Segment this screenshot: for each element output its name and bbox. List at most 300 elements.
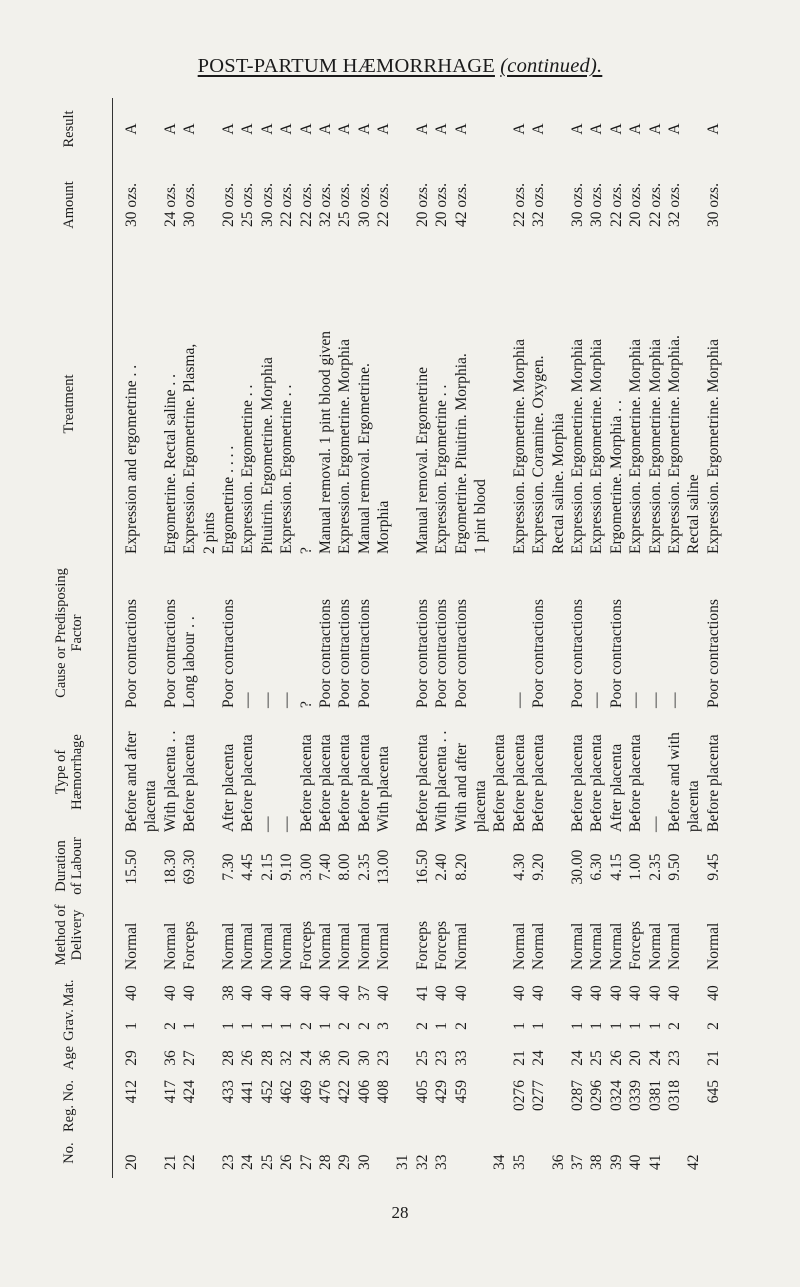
table-cell: 20	[627, 1050, 645, 1066]
table-cell: With placenta . .	[433, 730, 451, 832]
table-cell: 40	[530, 985, 548, 1001]
table-cell	[200, 1080, 219, 1132]
table-cell: 24	[568, 1050, 586, 1066]
table-cell: Rectal saline. Morphia	[549, 413, 567, 554]
table-cell: 0381	[646, 1080, 664, 1111]
table-cell: —	[588, 692, 606, 708]
table-cell: Before placenta	[510, 734, 528, 832]
table-cell: 20 ozs.	[413, 183, 431, 227]
table-cell	[684, 1012, 703, 1040]
table-cell: —	[627, 692, 645, 708]
column-treatment	[122, 254, 723, 554]
table-cell: —	[278, 816, 296, 832]
table-cell: Expression. Ergometrine. Morphia	[704, 339, 722, 554]
table-cell	[490, 976, 509, 1010]
table-cell: 27	[181, 1050, 199, 1066]
table-cell: placenta	[472, 780, 490, 832]
table-cell: 33	[433, 1154, 451, 1170]
table-cell: 0318	[665, 1080, 683, 1111]
table-cell: Poor contractions	[316, 599, 334, 708]
table-cell: Morphia	[375, 500, 393, 554]
table-cell: Manual removal. 1 pint blood given	[316, 331, 334, 554]
table-cell	[393, 254, 412, 554]
table-cell: 30 ozs.	[123, 183, 140, 227]
table-cell: 1	[239, 1022, 257, 1030]
table-cell: 40	[161, 985, 179, 1001]
table-cell: Before placenta	[627, 734, 645, 832]
table-cell	[141, 1042, 160, 1074]
table-cell	[200, 900, 219, 970]
table-cell: 26	[278, 1154, 296, 1170]
table-cell: Expression. Ergometrine . .	[433, 384, 451, 554]
table-cell: 16.50	[413, 849, 431, 885]
table-cell: 30 ozs.	[704, 183, 722, 227]
table-cell: Normal	[704, 922, 722, 970]
table-cell: 36	[549, 1154, 567, 1170]
header-rule	[112, 98, 113, 1178]
table-cell: Forceps	[433, 920, 451, 970]
table-cell	[471, 558, 490, 708]
table-cell: Long labour . .	[181, 616, 199, 708]
table-cell: 417	[161, 1080, 179, 1104]
table-cell: Expression. Ergometrine . .	[278, 384, 296, 554]
table-cell: 476	[316, 1080, 334, 1104]
table-cell: 21	[510, 1050, 528, 1066]
table-cell	[374, 558, 393, 708]
table-cell: placenta	[142, 780, 160, 832]
table-cell: 40	[239, 985, 257, 1001]
table-cell: 2	[704, 1022, 722, 1030]
table-cell: 1	[588, 1022, 606, 1030]
table-cell: 28	[219, 1050, 237, 1066]
table-cell: 30 ozs.	[568, 183, 586, 227]
table-cell: 22 ozs.	[297, 183, 315, 227]
table-cell: 15.50	[123, 849, 140, 885]
table-cell: 22 ozs.	[278, 183, 296, 227]
table-cell: Normal	[510, 922, 528, 970]
table-cell	[393, 104, 412, 154]
table-cell: Poor contractions	[161, 599, 179, 708]
table-cell	[684, 558, 703, 708]
table-cell: 41	[413, 985, 431, 1001]
table-cell	[374, 1136, 393, 1170]
table-cell: Expression. Coramine. Oxygen.	[530, 355, 548, 554]
table-cell: Expression. Ergometrine. Morphia.	[665, 335, 683, 554]
table-cell: 1	[219, 1022, 237, 1030]
table-cell	[549, 558, 568, 708]
table-cell: 40	[297, 985, 315, 1001]
table-cell: Poor contractions	[355, 599, 373, 708]
table-cell: Forceps	[413, 920, 431, 970]
table-cell	[471, 976, 490, 1010]
table-cell: Normal	[530, 922, 548, 970]
table-cell: 9.45	[704, 853, 722, 881]
table-cell	[393, 836, 412, 898]
title-continued: (continued).	[500, 55, 603, 77]
column-result	[122, 104, 723, 154]
table-cell	[471, 900, 490, 970]
table-cell: 22 ozs.	[510, 183, 528, 227]
table-cell	[684, 104, 703, 154]
table-cell: 28	[258, 1050, 276, 1066]
table-cell	[200, 1136, 219, 1170]
table-cell: Expression. Ergometrine. Morphia	[568, 339, 586, 554]
table-cell: 28	[316, 1154, 334, 1170]
table-cell: Manual removal. Ergometrine.	[355, 363, 373, 554]
table-cell: Ergometrine. Rectal saline . .	[161, 373, 179, 554]
table-cell: Poor contractions	[219, 599, 237, 708]
table-cell: 40	[588, 985, 606, 1001]
table-cell: Manual removal. Ergometrine	[413, 367, 431, 554]
column-type	[122, 712, 723, 832]
table-cell: 37	[355, 985, 373, 1001]
table-cell	[549, 1080, 568, 1132]
table-cell: ?	[297, 701, 315, 708]
table-cell: Poor contractions	[607, 599, 625, 708]
table-cell: 2.35	[646, 853, 664, 881]
table-cell: 645	[704, 1080, 722, 1104]
table-cell: 22	[181, 1154, 199, 1170]
table-cell	[141, 1136, 160, 1170]
table-cell: Poor contractions	[433, 599, 451, 708]
table-cell	[490, 836, 509, 898]
table-cell: A	[355, 123, 373, 135]
haemorrhage-table	[30, 98, 750, 1178]
table-cell: 33	[452, 1050, 470, 1066]
table-cell	[490, 900, 509, 970]
page-title	[0, 54, 800, 78]
table-cell: Before and with	[665, 732, 683, 832]
table-cell	[200, 158, 219, 252]
table-cell: 433	[219, 1080, 237, 1104]
table-cell	[471, 1136, 490, 1170]
table-cell: 40	[704, 985, 722, 1001]
table-cell: Expression. Ergometrine. Morphia	[510, 339, 528, 554]
table-cell: 1	[530, 1022, 548, 1030]
table-cell: 2	[355, 1022, 373, 1030]
table-cell: 22 ozs.	[646, 183, 664, 227]
table-cell: A	[316, 123, 334, 135]
table-cell: 2	[297, 1022, 315, 1030]
table-cell	[141, 1080, 160, 1132]
table-cell: 23	[219, 1154, 237, 1170]
table-cell: Forceps	[627, 920, 645, 970]
table-cell: 40	[627, 985, 645, 1001]
table-cell: Rectal saline	[685, 474, 703, 554]
table-cell: A	[530, 123, 548, 135]
table-cell	[200, 712, 219, 832]
table-cell: 2.15	[258, 853, 276, 881]
table-cell: Forceps	[297, 920, 315, 970]
table-cell: 25	[588, 1050, 606, 1066]
table-cell: 4.45	[239, 853, 257, 881]
table-cell: 462	[278, 1080, 296, 1104]
table-cell: Before placenta	[530, 734, 548, 832]
table-cell: Normal	[607, 922, 625, 970]
table-cell	[471, 1080, 490, 1132]
table-cell: Poor contractions	[123, 599, 140, 708]
table-cell: 8.00	[336, 853, 354, 881]
table-cell: Poor contractions	[452, 599, 470, 708]
table-cell: A	[161, 123, 179, 135]
header-mat: Mat.	[61, 979, 77, 1007]
table-cell: 20	[336, 1050, 354, 1066]
table-cell: 30.00	[568, 849, 586, 885]
table-cell	[490, 558, 509, 708]
table-cell: 37	[568, 1154, 586, 1170]
table-cell: —	[665, 692, 683, 708]
table-cell	[549, 900, 568, 970]
table-cell	[141, 104, 160, 154]
table-cell	[471, 836, 490, 898]
table-cell	[200, 1012, 219, 1040]
table-cell: 2	[413, 1022, 431, 1030]
table-cell: 0277	[530, 1080, 548, 1111]
table-cell: 30	[355, 1154, 373, 1170]
table-cell: 32	[413, 1154, 431, 1170]
table-cell	[490, 104, 509, 154]
table-cell: Before placenta	[588, 734, 606, 832]
table-cell: 20	[123, 1154, 140, 1170]
header-method: Method of Delivery	[53, 904, 85, 966]
table-cell	[393, 1012, 412, 1040]
table-cell: A	[510, 123, 528, 135]
table-cell: Normal	[588, 922, 606, 970]
table-cell	[141, 900, 160, 970]
table-cell	[684, 1080, 703, 1132]
table-cell: A	[588, 123, 606, 135]
table-cell: A	[413, 123, 431, 135]
table-cell	[549, 1042, 568, 1074]
table-cell: Before placenta	[704, 734, 722, 832]
table-cell: 40	[316, 985, 334, 1001]
table-cell: 23	[375, 1050, 393, 1066]
table-cell: Ergometrine. Morphia . .	[607, 400, 625, 554]
table-cell: 20 ozs.	[433, 183, 451, 227]
table-cell: A	[278, 123, 296, 135]
table-cell: —	[258, 692, 276, 708]
table-cell: 2	[161, 1022, 179, 1030]
table-cell: 1	[627, 1022, 645, 1030]
table-cell	[549, 712, 568, 832]
table-cell: 39	[607, 1154, 625, 1170]
table-cell: With placenta	[375, 746, 393, 832]
table-cell: 25 ozs.	[336, 183, 354, 227]
table-cell: 21	[704, 1050, 722, 1066]
header-result: Result	[61, 110, 77, 148]
table-cell: Before placenta	[316, 734, 334, 832]
table-cell: 23	[665, 1050, 683, 1066]
table-cell: 24 ozs.	[161, 183, 179, 227]
table-cell: 9.50	[665, 853, 683, 881]
table-cell: 30 ozs.	[588, 183, 606, 227]
table-cell: A	[181, 123, 199, 135]
table-cell: A	[123, 123, 140, 135]
table-cell: 8.20	[452, 853, 470, 881]
table-cell: ?	[297, 547, 315, 554]
table-cell: Ergometrine. Pituitrin. Morphia.	[452, 353, 470, 554]
table-cell: Before placenta	[181, 734, 199, 832]
table-cell: A	[239, 123, 257, 135]
table-cell: 29	[336, 1154, 354, 1170]
table-cell: 424	[181, 1080, 199, 1104]
table-cell: 40	[336, 985, 354, 1001]
table-cell: 2	[665, 1022, 683, 1030]
table-cell: Before placenta	[239, 734, 257, 832]
table-cell	[490, 1080, 509, 1132]
table-cell: 36	[161, 1050, 179, 1066]
table-cell: 40	[627, 1154, 645, 1170]
table-cell: 30	[355, 1050, 373, 1066]
table-cell: Normal	[452, 922, 470, 970]
table-cell: A	[336, 123, 354, 135]
table-cell: A	[452, 123, 470, 135]
column-method	[122, 900, 723, 970]
table-cell: Before placenta	[568, 734, 586, 832]
table-cell: 18.30	[161, 849, 179, 885]
table-cell: 441	[239, 1080, 257, 1104]
table-cell: A	[607, 123, 625, 135]
table-cell: 0296	[588, 1080, 606, 1111]
table-cell: A	[375, 123, 393, 135]
table-cell	[549, 104, 568, 154]
table-cell: With placenta . .	[161, 730, 179, 832]
table-cell: 0276	[510, 1080, 528, 1111]
table-cell: Expression. Ergometrine. Morphia	[336, 339, 354, 554]
table-cell: 21	[161, 1154, 179, 1170]
table-cell: 452	[258, 1080, 276, 1104]
table-cell	[200, 976, 219, 1010]
table-cell: Ergometrine . . . .	[219, 445, 237, 554]
table-cell: 40	[510, 985, 528, 1001]
table-cell	[200, 104, 219, 154]
column-no	[122, 1136, 704, 1170]
table-cell	[393, 976, 412, 1010]
table-cell: 42 ozs.	[452, 183, 470, 227]
table-cell: 32 ozs.	[316, 183, 334, 227]
table-cell: 38	[588, 1154, 606, 1170]
table-cell	[471, 1042, 490, 1074]
table-cell: 24	[239, 1154, 257, 1170]
table-cell: 20 ozs.	[219, 183, 237, 227]
table-cell: Normal	[646, 922, 664, 970]
table-cell: Normal	[316, 922, 334, 970]
table-cell: 26	[607, 1050, 625, 1066]
table-cell: A	[704, 123, 722, 135]
header-reg-no: Reg. No.	[61, 1080, 77, 1132]
table-cell: A	[568, 123, 586, 135]
table-cell: Normal	[278, 922, 296, 970]
table-cell: 40	[123, 985, 140, 1001]
table-cell	[393, 158, 412, 252]
table-cell: 35	[510, 1154, 528, 1170]
table-cell	[549, 1012, 568, 1040]
table-cell: 26	[239, 1050, 257, 1066]
table-cell	[141, 158, 160, 252]
table-cell: 1	[123, 1022, 140, 1030]
table-cell	[490, 1012, 509, 1040]
table-cell: 32 ozs.	[665, 183, 683, 227]
table-cell: 9.10	[278, 853, 296, 881]
table-cell: Normal	[336, 922, 354, 970]
table-cell	[200, 558, 219, 708]
table-cell	[200, 1042, 219, 1074]
table-cell	[393, 1042, 412, 1074]
table-cell: 9.20	[530, 853, 548, 881]
table-cell: 1 pint blood	[472, 479, 490, 554]
table-cell: 38	[219, 985, 237, 1001]
table-cell	[490, 254, 509, 554]
column-reg-no	[122, 1080, 723, 1132]
table-cell: 2.35	[355, 853, 373, 881]
table-cell: A	[627, 123, 645, 135]
table-cell	[490, 158, 509, 252]
table-cell: 13.00	[375, 849, 393, 885]
table-cell: 7.30	[219, 853, 237, 881]
table-cell: 405	[413, 1080, 431, 1104]
table-cell: 69.30	[181, 849, 199, 885]
table-cell: Normal	[123, 922, 140, 970]
table-cell: 32 ozs.	[530, 183, 548, 227]
table-cell: Expression. Ergometrine. Morphia	[627, 339, 645, 554]
table-cell: 36	[316, 1050, 334, 1066]
table-cell: 4.30	[510, 853, 528, 881]
table-cell: A	[297, 123, 315, 135]
table-cell: 3	[375, 1022, 393, 1030]
table-cell	[684, 836, 703, 898]
table-cell	[393, 1080, 412, 1132]
table-cell: A	[433, 123, 451, 135]
table-cell: 29	[123, 1050, 140, 1066]
table-cell: Before and after	[123, 731, 140, 832]
table-cell: Poor contractions	[336, 599, 354, 708]
table-cell: 20 ozs.	[627, 183, 645, 227]
table-cell: 24	[297, 1050, 315, 1066]
table-cell: —	[510, 692, 528, 708]
table-cell: Normal	[239, 922, 257, 970]
table-cell: —	[646, 816, 664, 832]
column-duration	[122, 836, 723, 898]
table-cell: 2.40	[433, 853, 451, 881]
table-cell	[665, 1136, 684, 1170]
page-number: 28	[391, 1203, 409, 1222]
header-cause: Cause or Predisposing Factor	[53, 568, 85, 698]
table-cell: 40	[646, 985, 664, 1001]
table-cell: Poor contractions	[704, 599, 722, 708]
table-cell	[141, 1012, 160, 1040]
table-cell: 7.40	[316, 853, 334, 881]
table-cell: Poor contractions	[413, 599, 431, 708]
column-age	[122, 1042, 723, 1074]
table-cell: 1	[607, 1022, 625, 1030]
table-cell: 32	[278, 1050, 296, 1066]
table-cell: 40	[375, 985, 393, 1001]
table-cell: Poor contractions	[530, 599, 548, 708]
table-cell: placenta	[685, 780, 703, 832]
table-cell: 1	[646, 1022, 664, 1030]
table-cell	[490, 1042, 509, 1074]
table-cell: 1	[258, 1022, 276, 1030]
table-cell: Normal	[258, 922, 276, 970]
table-cell	[141, 976, 160, 1010]
table-cell: 22 ozs.	[375, 183, 393, 227]
table-cell	[141, 254, 160, 554]
table-cell: 4.15	[607, 853, 625, 881]
table-cell: Forceps	[181, 920, 199, 970]
table-cell: 25 ozs.	[239, 183, 257, 227]
table-cell: Expression and ergometrine . .	[123, 364, 140, 554]
table-cell: 429	[433, 1080, 451, 1104]
